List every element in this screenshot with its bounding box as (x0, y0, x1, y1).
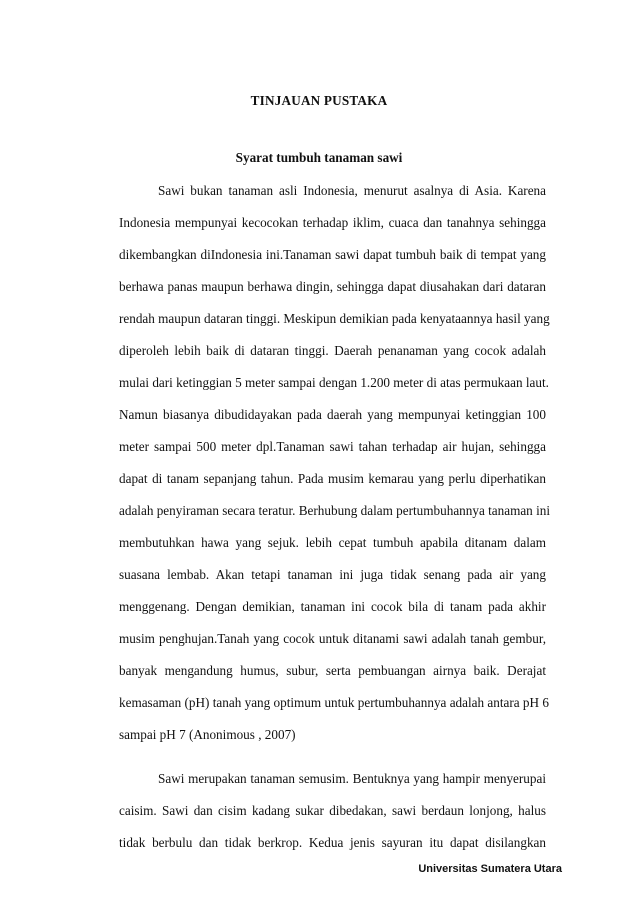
paragraph-line: banyak mengandung humus, subur, serta pembuangan airnya baik. Derajat (119, 663, 546, 678)
page-footer: Universitas Sumatera Utara (418, 863, 562, 875)
paragraph-line: Indonesia mempunyai kecocokan terhadap iklim, cuaca dan tanahnya sehingga (119, 215, 546, 230)
paragraph-line: dikembangkan diIndonesia ini.Tanaman sawi dapat tumbuh baik di tempat yang (119, 247, 546, 262)
paragraph-line: dapat di tanam sepanjang tahun. Pada musim kemarau yang perlu diperhatikan (119, 471, 546, 486)
section-subtitle: Syarat tumbuh tanaman sawi (235, 150, 403, 165)
paragraph-line: adalah penyiraman secara teratur. Berhubung dalam pertumbuhannya tanaman ini (119, 503, 550, 518)
paragraph-line: suasana lembab. Akan tetapi tanaman ini juga tidak senang pada air yang (119, 567, 546, 582)
paragraph-line: rendah maupun dataran tinggi. Meskipun demikian pada kenyataannya hasil yang (119, 311, 550, 326)
paragraph-line: Sawi merupakan tanaman semusim. Bentuknya yang hampir menyerupai (158, 771, 546, 786)
paragraph-line: tidak berbulu dan tidak berkrop. Kedua jenis sayuran itu dapat disilangkan (119, 835, 546, 850)
paragraph-line: Namun biasanya dibudidayakan pada daerah yang mempunyai ketinggian 100 (119, 407, 546, 422)
paragraph-line: diperoleh lebih baik di dataran tinggi. Daerah penanaman yang cocok adalah (119, 343, 546, 358)
paragraph-line: meter sampai 500 meter dpl.Tanaman sawi tahan terhadap air hujan, sehingga (119, 439, 546, 454)
paragraph-line: sampai pH 7 (Anonimous , 2007) (119, 727, 296, 742)
paragraph-line: kemasaman (pH) tanah yang optimum untuk pertumbuhannya adalah antara pH 6 (119, 695, 549, 710)
paragraph-line: caisim. Sawi dan cisim kadang sukar dibedakan, sawi berdaun lonjong, halus (119, 803, 546, 818)
paragraph-line: musim penghujan.Tanah yang cocok untuk ditanami sawi adalah tanah gembur, (119, 631, 546, 646)
paragraph-line: membutuhkan hawa yang sejuk. lebih cepat tumbuh apabila ditanam dalam (119, 535, 546, 550)
paragraph-line: mulai dari ketinggian 5 meter sampai dengan 1.200 meter di atas permukaan laut. (119, 375, 549, 390)
page-title: TINJAUAN PUSTAKA (250, 93, 388, 108)
paragraph-line: Sawi bukan tanaman asli Indonesia, menurut asalnya di Asia. Karena (158, 183, 546, 198)
paragraph-line: berhawa panas maupun berhawa dingin, sehingga dapat diusahakan dari dataran (119, 279, 546, 294)
paragraph-line: menggenang. Dengan demikian, tanaman ini cocok bila di tanam pada akhir (119, 599, 546, 614)
